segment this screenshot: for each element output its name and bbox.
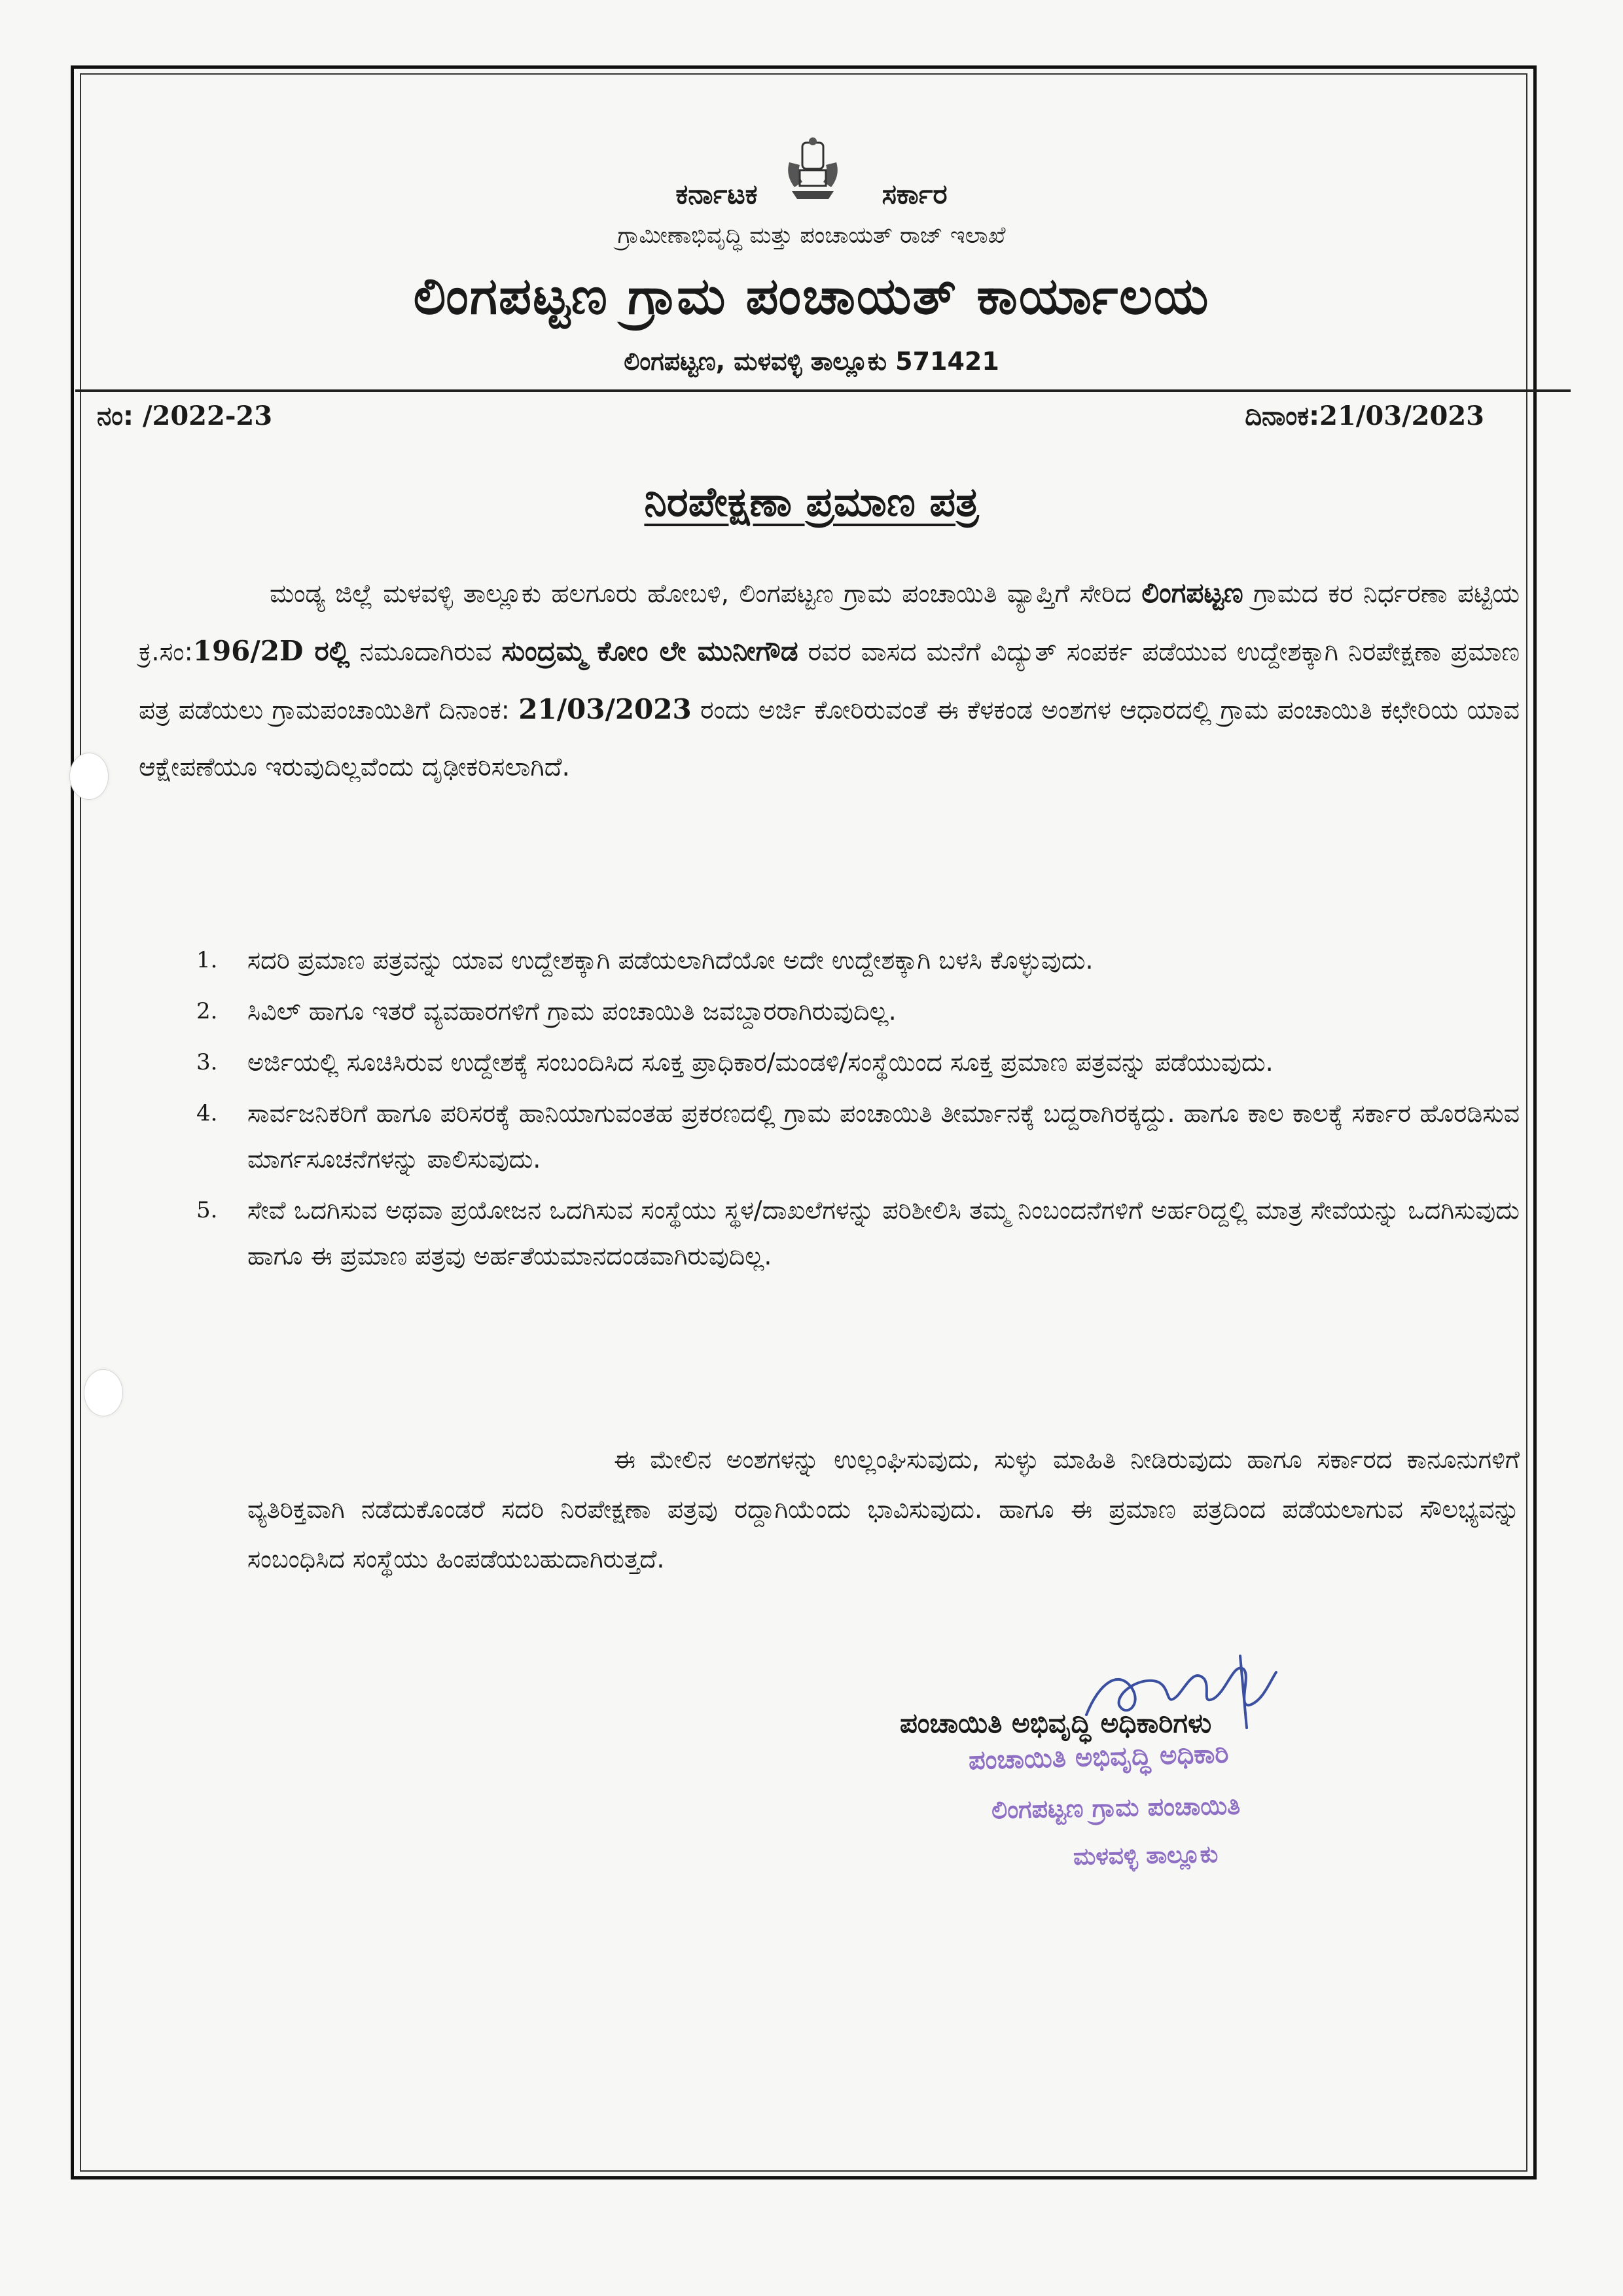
condition-number: 4. [196, 1100, 218, 1126]
p1-text-a: ಮಂಡ್ಯ ಜಿಲ್ಲೆ ಮಳವಳ್ಳಿ ತಾಲ್ಲೂಕು ಹಲಗೂರು ಹೋಬಳಿ, ಲಿಂಗಪಟ್ಟಣ ಗ್ರಾಮ ಪಂಚಾಯಿತಿ ವ್ಯಾಪ್ತಿಗೆ ಸೇರಿದ [270, 579, 1142, 609]
condition-number: 5. [196, 1197, 218, 1223]
office-address: ಲಿಂಗಪಟ್ಟಣ, ಮಳವಳ್ಳಿ ತಾಲ್ಲೂಕು 571421 [624, 347, 999, 376]
condition-item [196, 937, 1520, 983]
application-date: 21/03/2023 [518, 693, 692, 725]
village-name: ಲಿಂಗಪಟ್ಟಣ [1141, 577, 1243, 609]
stamp-line-2: ಲಿಂಗಪಟ್ಟಣ ಗ್ರಾಮ ಪಂಚಾಯಿತಿ [991, 1791, 1241, 1825]
p1-text-e: ರವರ ವಾಸದ ಮನೆಗೆ ವಿದ್ಯುತ್ ಸಂಪರ್ಕ ಪಡೆಯುವ ಉದ್ದೇಶಕ್ಕಾಗಿ ನಿರಪೇಕ್ಷಣಾ ಪ್ರಮಾಣ ಪತ್ರ ಪಡೆಯಲು ಗ್ರಾಮಪಂಚಾಯಿತಿಗೆ ದಿನಾಂಕ: [139, 637, 1520, 725]
condition-text: ಅರ್ಜಿಯಲ್ಲಿ ಸೂಚಿಸಿರುವ ಉದ್ದೇಶಕ್ಕೆ ಸಂಬಂದಿಸಿದ ಸೂಕ್ತ ಪ್ರಾಧಿಕಾರ/ಮಂಡಳಿ/ಸಂಸ್ಥೆಯಿಂದ ಸೂಕ್ತ ಪ್ರಮಾಣ ಪತ್ರವನ್ನು ಪಡೆಯುವುದು. [247, 1048, 1274, 1077]
condition-item [196, 1090, 1520, 1182]
certificate-title [0, 478, 1623, 526]
ref-date-label: ದಿನಾಂಕ: [1245, 401, 1320, 431]
reference-date [1245, 401, 1484, 431]
punch-hole [84, 1369, 123, 1416]
certificate-title-text: ನಿರಪೇಕ್ಷಣಾ ಪ್ರಮಾಣ ಪತ್ರ [644, 478, 979, 526]
stamp-line-3: ಮಳವಳ್ಳಿ ತಾಲ್ಲೂಕು [1073, 1841, 1219, 1871]
govt-right: ಸರ್ಕಾರ [882, 178, 948, 210]
condition-text: ಸಾರ್ವಜನಿಕರಿಗೆ ಹಾಗೂ ಪರಿಸರಕ್ಕೆ ಹಾನಿಯಾಗುವಂತಹ ಪ್ರಕರಣದಲ್ಲಿ ಗ್ರಾಮ ಪಂಚಾಯಿತಿ ತೀರ್ಮಾನಕ್ಕೆ ಬದ್ದರಾಗಿರಕ್ಕದ್ದು. ಹಾಗೂ ಕಾಲ ಕಾಲಕ್ಕೆ ಸರ್ಕಾರ ಹೊರಡಿಸುವ ಮಾರ್ಗಸೂಚನೆಗಳನ್ನು ಪಾಲಿಸುವುದು. [247, 1099, 1520, 1174]
condition-text: ಸದರಿ ಪ್ರಮಾಣ ಪತ್ರವನ್ನು ಯಾವ ಉದ್ದೇಶಕ್ಕಾಗಿ ಪಡೆಯಲಾಗಿದೆಯೋ ಅದೇ ಉದ್ದೇಶಕ್ಕಾಗಿ ಬಳಸಿ ಕೊಳ್ಳುವುದು. [247, 946, 1094, 975]
govt-line [0, 178, 1623, 211]
p1-text-c: ರಲ್ಲಿ [303, 635, 350, 667]
condition-number: 3. [196, 1049, 218, 1075]
condition-item [196, 988, 1520, 1034]
ref-no-value: /2022-23 [133, 401, 273, 431]
condition-number: 1. [196, 947, 218, 973]
signatory-designation: ಪಂಚಾಯಿತಿ ಅಭಿವೃದ್ಧಿ ಅಧಿಕಾರಿಗಳು [900, 1707, 1212, 1739]
ref-no-label: ನಂ: [97, 401, 134, 431]
ref-date-value: 21/03/2023 [1319, 401, 1484, 431]
p1-text-d: ನಮೂದಾಗಿರುವ [349, 637, 502, 667]
serial-number: 196/2D [192, 635, 304, 667]
closing-paragraph: ಈ ಮೇಲಿನ ಅಂಶಗಳನ್ನು ಉಲ್ಲಂಘಿಸುವುದು, ಸುಳ್ಳು ಮಾಹಿತಿ ನೀಡಿರುವುದು ಹಾಗೂ ಸರ್ಕಾರದ ಕಾನೂನುಗಳಿಗೆ ವ್ಯತಿರಿಕ್ತವಾಗಿ ನಡೆದುಕೊಂಡರೆ ಸದರಿ ನಿರಪೇಕ್ಷಣಾ ಪತ್ರವು ರದ್ದಾಗಿಯೆಂದು ಭಾವಿಸುವುದು. ಹಾಗೂ ಈ ಪ್ರಮಾಣ ಪತ್ರದಿಂದ ಪಡೆಯಲಾಗುವ ಸೌಲಭ್ಯವನ್ನು ಸಂಬಂಧಿಸಿದ ಸಂಸ್ಥೆಯು ಹಿಂಪಡೆಯಬಹುದಾಗಿರುತ್ತದೆ. [247, 1445, 1520, 1573]
department-name: ಗ್ರಾಮೀಣಾಭಿವೃದ್ಧಿ ಮತ್ತು ಪಂಚಾಯತ್ ರಾಜ್ ಇಲಾಖೆ [617, 223, 1006, 249]
p1-text-b: ಗ್ರಾಮದ ಕರ ನಿರ್ಧರಣಾ ಪಟ್ಟಿಯ ಕ್ರ.ಸಂ: [139, 579, 1520, 667]
applicant-name: ಸುಂದ್ರಮ್ಮ ಕೋಂ ಲೇ ಮುನೀಗೌಡ [501, 635, 798, 667]
p1-text-f: ರಂದು ಅರ್ಜಿ ಕೋರಿರುವಂತೆ ಈ ಕೆಳಕಂಡ ಅಂಶಗಳ ಆಧಾರದಲ್ಲಿ ಗ್ರಾಮ ಪಂಚಾಯಿತಿ ಕಛೇರಿಯ ಯಾವ ಆಕ್ಷೇಪಣೆಯೂ ಇರುವುದಿಲ್ಲವೆಂದು ದೃಢೀಕರಿಸಲಾಗಿದೆ. [139, 696, 1520, 782]
punch-hole [69, 753, 109, 800]
condition-text: ಸೇವೆ ಒದಗಿಸುವ ಅಥವಾ ಪ್ರಯೋಜನ ಒದಗಿಸುವ ಸಂಸ್ಥೆಯು ಸ್ಥಳ/ದಾಖಲೆಗಳನ್ನು ಪರಿಶೀಲಿಸಿ ತಮ್ಮ ನಿಂಬಂದನೆಗಳಿಗೆ ಅರ್ಹರಿದ್ದಲ್ಲಿ ಮಾತ್ರ ಸೇವೆಯನ್ನು ಒದಗಿಸುವುದು ಹಾಗೂ ಈ ಪ್ರಮಾಣ ಪತ್ರವು ಅರ್ಹತೆಯಮಾನದಂಡವಾಗಿರುವುದಿಲ್ಲ. [247, 1196, 1520, 1270]
header-divider [75, 389, 1571, 392]
condition-item [196, 1039, 1520, 1085]
office-name: ಲಿಂಗಪಟ್ಟಣ ಗ್ರಾಮ ಪಂಚಾಯತ್ ಕಾರ್ಯಾಲಯ [413, 267, 1210, 326]
reference-number [97, 401, 272, 431]
conditions-list [196, 937, 1520, 1284]
govt-left: ಕರ್ನಾಟಕ [675, 178, 758, 210]
body-paragraph [139, 564, 1520, 796]
condition-item [196, 1187, 1520, 1279]
condition-text: ಸಿವಿಲ್ ಹಾಗೂ ಇತರೆ ವ್ಯವಹಾರಗಳಿಗೆ ಗ್ರಾಮ ಪಂಚಾಯಿತಿ ಜವಬ್ದಾರರಾಗಿರುವುದಿಲ್ಲ. [247, 997, 897, 1026]
condition-number: 2. [196, 998, 218, 1024]
stamp-line-1: ಪಂಚಾಯಿತಿ ಅಭಿವೃದ್ಧಿ ಅಧಿಕಾರಿ [968, 1738, 1230, 1776]
